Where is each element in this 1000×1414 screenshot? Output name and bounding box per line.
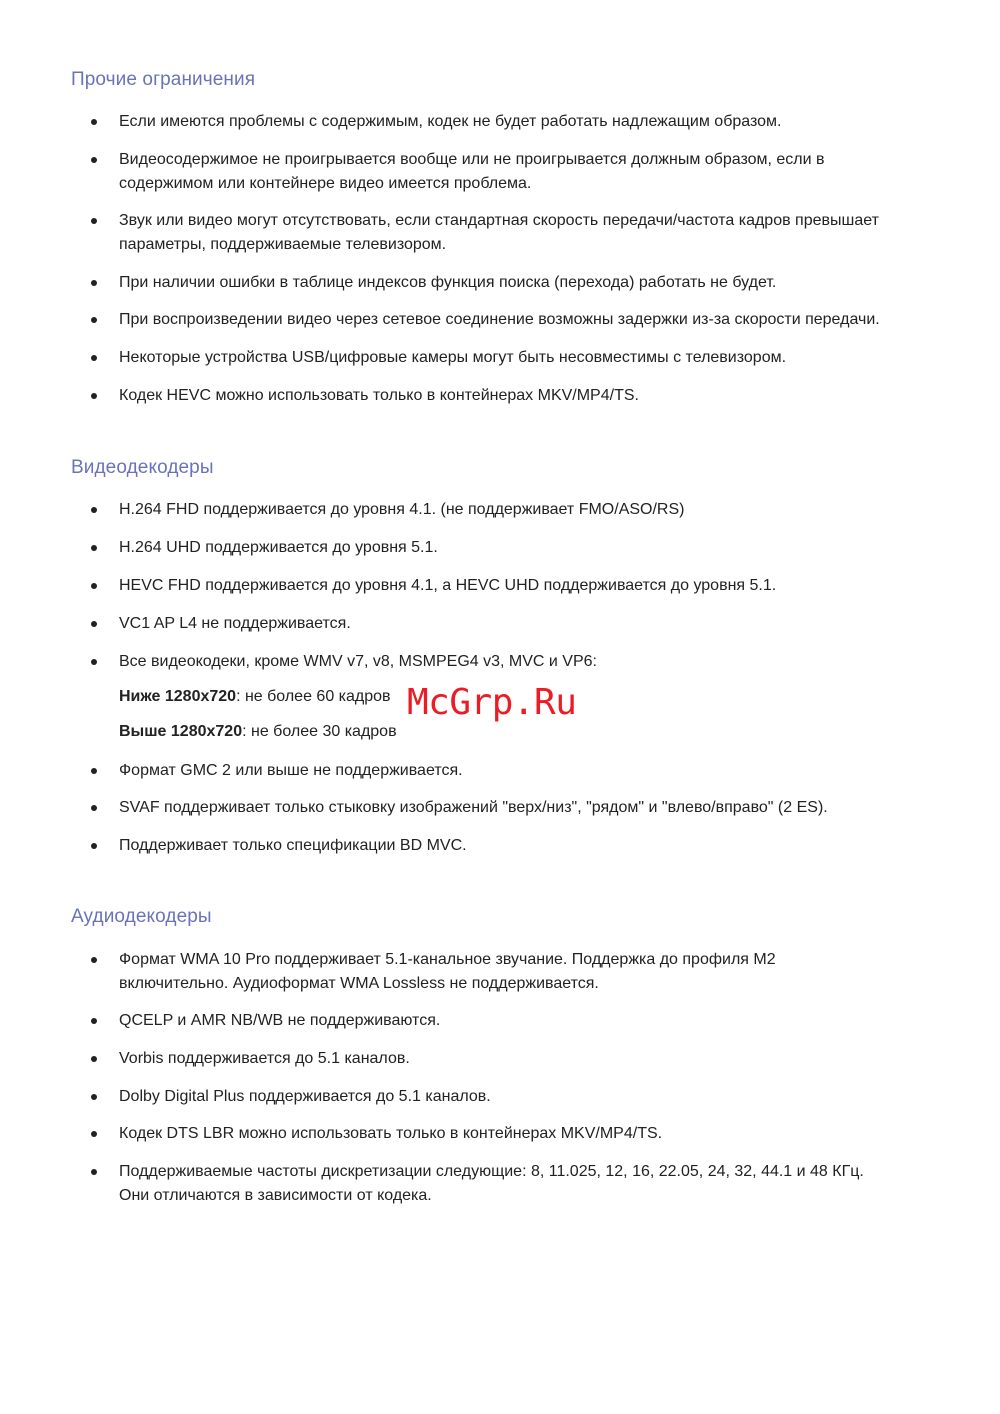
list-item-text: Видеосодержимое не проигрывается вообще или не проигрывается должным образом, если в содержимом или контейнере видео имеется проблема. (119, 151, 825, 192)
watermark: McGrp.Ru (407, 682, 577, 723)
bullet-icon (91, 218, 97, 224)
bullet-icon (91, 1094, 97, 1100)
list-item-text: Звук или видео могут отсутствовать, если стандартная скорость передачи/частота кадров превышает параметры, поддерживаемые телевизором. (119, 212, 879, 253)
bullet-icon (91, 545, 97, 551)
list-item-text: Поддерживает только спецификации BD MVC. (119, 837, 467, 854)
sub-line-label: Ниже 1280x720 (119, 688, 237, 705)
section-heading-audio-decoders: Аудиодекодеры (71, 906, 212, 927)
sub-line-label: Выше 1280x720 (119, 723, 243, 740)
section-heading-video-decoders: Видеодекодеры (71, 457, 214, 478)
sub-line-value: : не более 30 кадров (242, 723, 397, 740)
list-item-text: Формат WMA 10 Pro поддерживает 5.1-канальное звучание. Поддержка до профиля M2 включительно. Аудиоформат WMA Lossless не поддерживается. (119, 951, 776, 992)
bullet-icon (91, 1056, 97, 1062)
list-item-text: VC1 AP L4 не поддерживается. (119, 615, 351, 632)
list-item-text: HEVC FHD поддерживается до уровня 4.1, а HEVC UHD поддерживается до уровня 5.1. (119, 577, 777, 594)
bullet-icon (91, 621, 97, 627)
bullet-icon (91, 355, 97, 361)
sub-line-value: : не более 60 кадров (236, 688, 391, 705)
list-item-text: H.264 FHD поддерживается до уровня 4.1. (не поддерживает FMO/ASO/RS) (119, 501, 685, 518)
section-heading-other-limitations: Прочие ограничения (71, 69, 256, 90)
list-item-text: Vorbis поддерживается до 5.1 каналов. (119, 1050, 410, 1067)
bullet-icon (91, 1169, 97, 1175)
list-item-text: При воспроизведении видео через сетевое соединение возможны задержки из-за скорости передачи. (119, 311, 880, 328)
sub-line-below-720p (119, 685, 391, 709)
list-item-text: Кодек HEVC можно использовать только в контейнерах MKV/MP4/TS. (119, 387, 639, 404)
list-item-text: QCELP и AMR NB/WB не поддерживаются. (119, 1012, 441, 1029)
bullet-icon (91, 157, 97, 163)
bullet-icon (91, 280, 97, 286)
bullet-icon (91, 768, 97, 774)
bullet-icon (91, 843, 97, 849)
bullet-icon (91, 393, 97, 399)
list-item-text: Dolby Digital Plus поддерживается до 5.1 каналов. (119, 1088, 491, 1105)
bullet-icon (91, 1131, 97, 1137)
list-item-text: H.264 UHD поддерживается до уровня 5.1. (119, 539, 438, 556)
list-item-text: Если имеются проблемы с содержимым, кодек не будет работать надлежащим образом. (119, 113, 782, 130)
list-item-text: Поддерживаемые частоты дискретизации следующие: 8, 11.025, 12, 16, 22.05, 24, 32, 44.1 и 48 КГц. Они отличаются в зависимости от кодека. (119, 1163, 864, 1204)
list-item-text: Некоторые устройства USB/цифровые камеры могут быть несовместимы с телевизором. (119, 349, 787, 366)
list-item-text: При наличии ошибки в таблице индексов функция поиска (перехода) работать не будет. (119, 274, 777, 291)
list-item-text: Формат GMC 2 или выше не поддерживается. (119, 762, 463, 779)
bullet-icon (91, 957, 97, 963)
list-item-text: SVAF поддерживает только стыковку изображений "верх/низ", "рядом" и "влево/вправо" (2 ES). (119, 799, 828, 816)
bullet-icon (91, 659, 97, 665)
list-item-text: Кодек DTS LBR можно использовать только в контейнерах MKV/MP4/TS. (119, 1125, 663, 1142)
list-item-text: Все видеокодеки, кроме WMV v7, v8, MSMPEG4 v3, MVC и VP6: (119, 653, 597, 670)
bullet-icon (91, 583, 97, 589)
bullet-icon (91, 317, 97, 323)
bullet-icon (91, 805, 97, 811)
bullet-icon (91, 1018, 97, 1024)
bullet-icon (91, 119, 97, 125)
bullet-icon (91, 507, 97, 513)
sub-line-above-720p (119, 720, 397, 744)
